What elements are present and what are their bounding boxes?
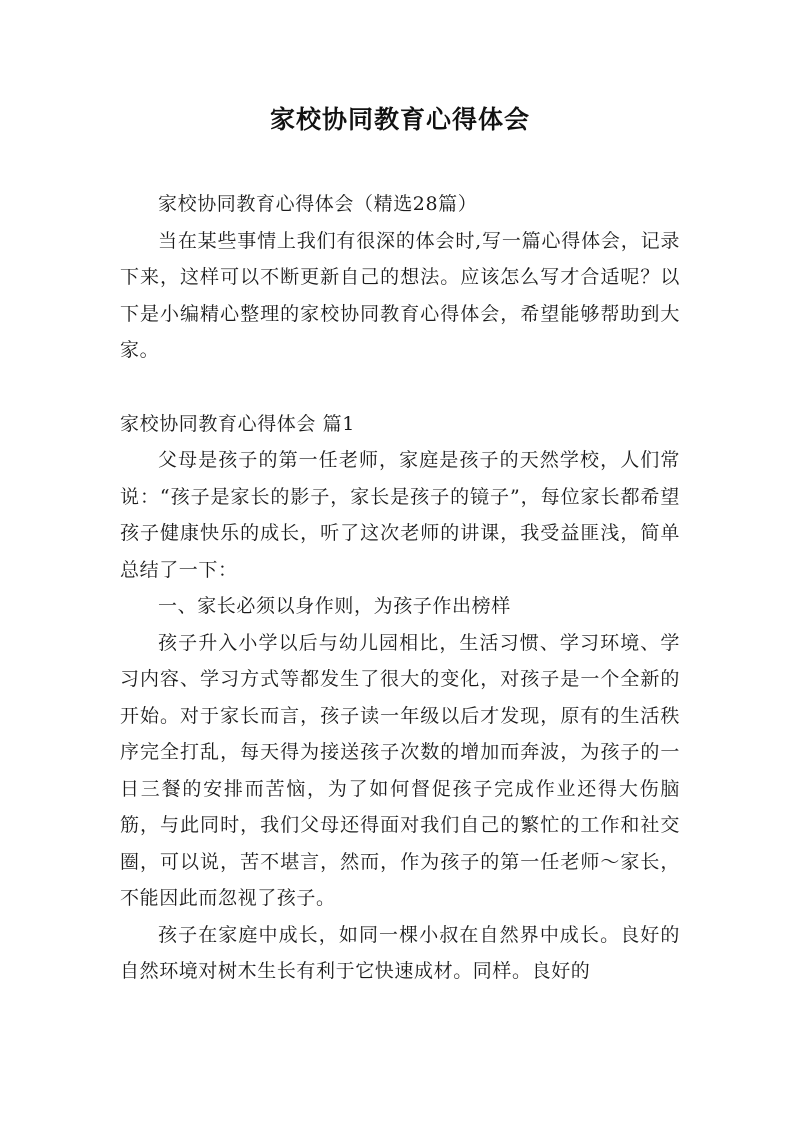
document-body (120, 186, 680, 990)
document-title: 家校协同教育心得体会 (269, 105, 530, 134)
subsection-heading: 一、家长必须以身作则，为孩子作出榜样 (158, 595, 511, 617)
body-paragraph: 孩子在家庭中成长，如同一棵小叔在自然界中成长。良好的自然环境对树木生长有利于它快速成材。同样。良好的 (120, 923, 680, 982)
body-paragraph: 孩子升入小学以后与幼儿园相比，生活习惯、学习环境、学习内容、学习方式等都发生了很大的变化，对孩子是一个全新的开始。对于家长而言，孩子读一年级以后才发现，原有的生活秩序完全打乱，每天得为接送孩子次数的增加而奔波，为孩子的一日三餐的安排而苦恼，为了如何督促孩子完成作业还得大伤脑筋，与此同时，我们父母还得面对我们自己的繁忙的工作和社交圈，可以说，苦不堪言，然而，作为孩子的第一任老师～家长，不能因此而忽视了孩子。 (120, 631, 680, 909)
body-paragraph: 父母是孩子的第一任老师，家庭是孩子的天然学校，人们常说：“孩子是家长的影子，家长是孩子的镜子”，每位家长都希望孩子健康快乐的成长，听了这次老师的讲课，我受益匪浅，简单总结了一下： (120, 449, 680, 581)
intro-paragraph: 当在某些事情上我们有很深的体会时,写一篇心得体会，记录下来，这样可以不断更新自己的想法。应该怎么写才合适呢？以下是小编精心整理的家校协同教育心得体会，希望能够帮助到大家。 (120, 229, 680, 361)
document-subtitle: 家校协同教育心得体会（精选28篇） (158, 193, 478, 215)
section-heading: 家校协同教育心得体会 篇1 (120, 412, 355, 435)
paragraph-spacer (120, 369, 680, 406)
